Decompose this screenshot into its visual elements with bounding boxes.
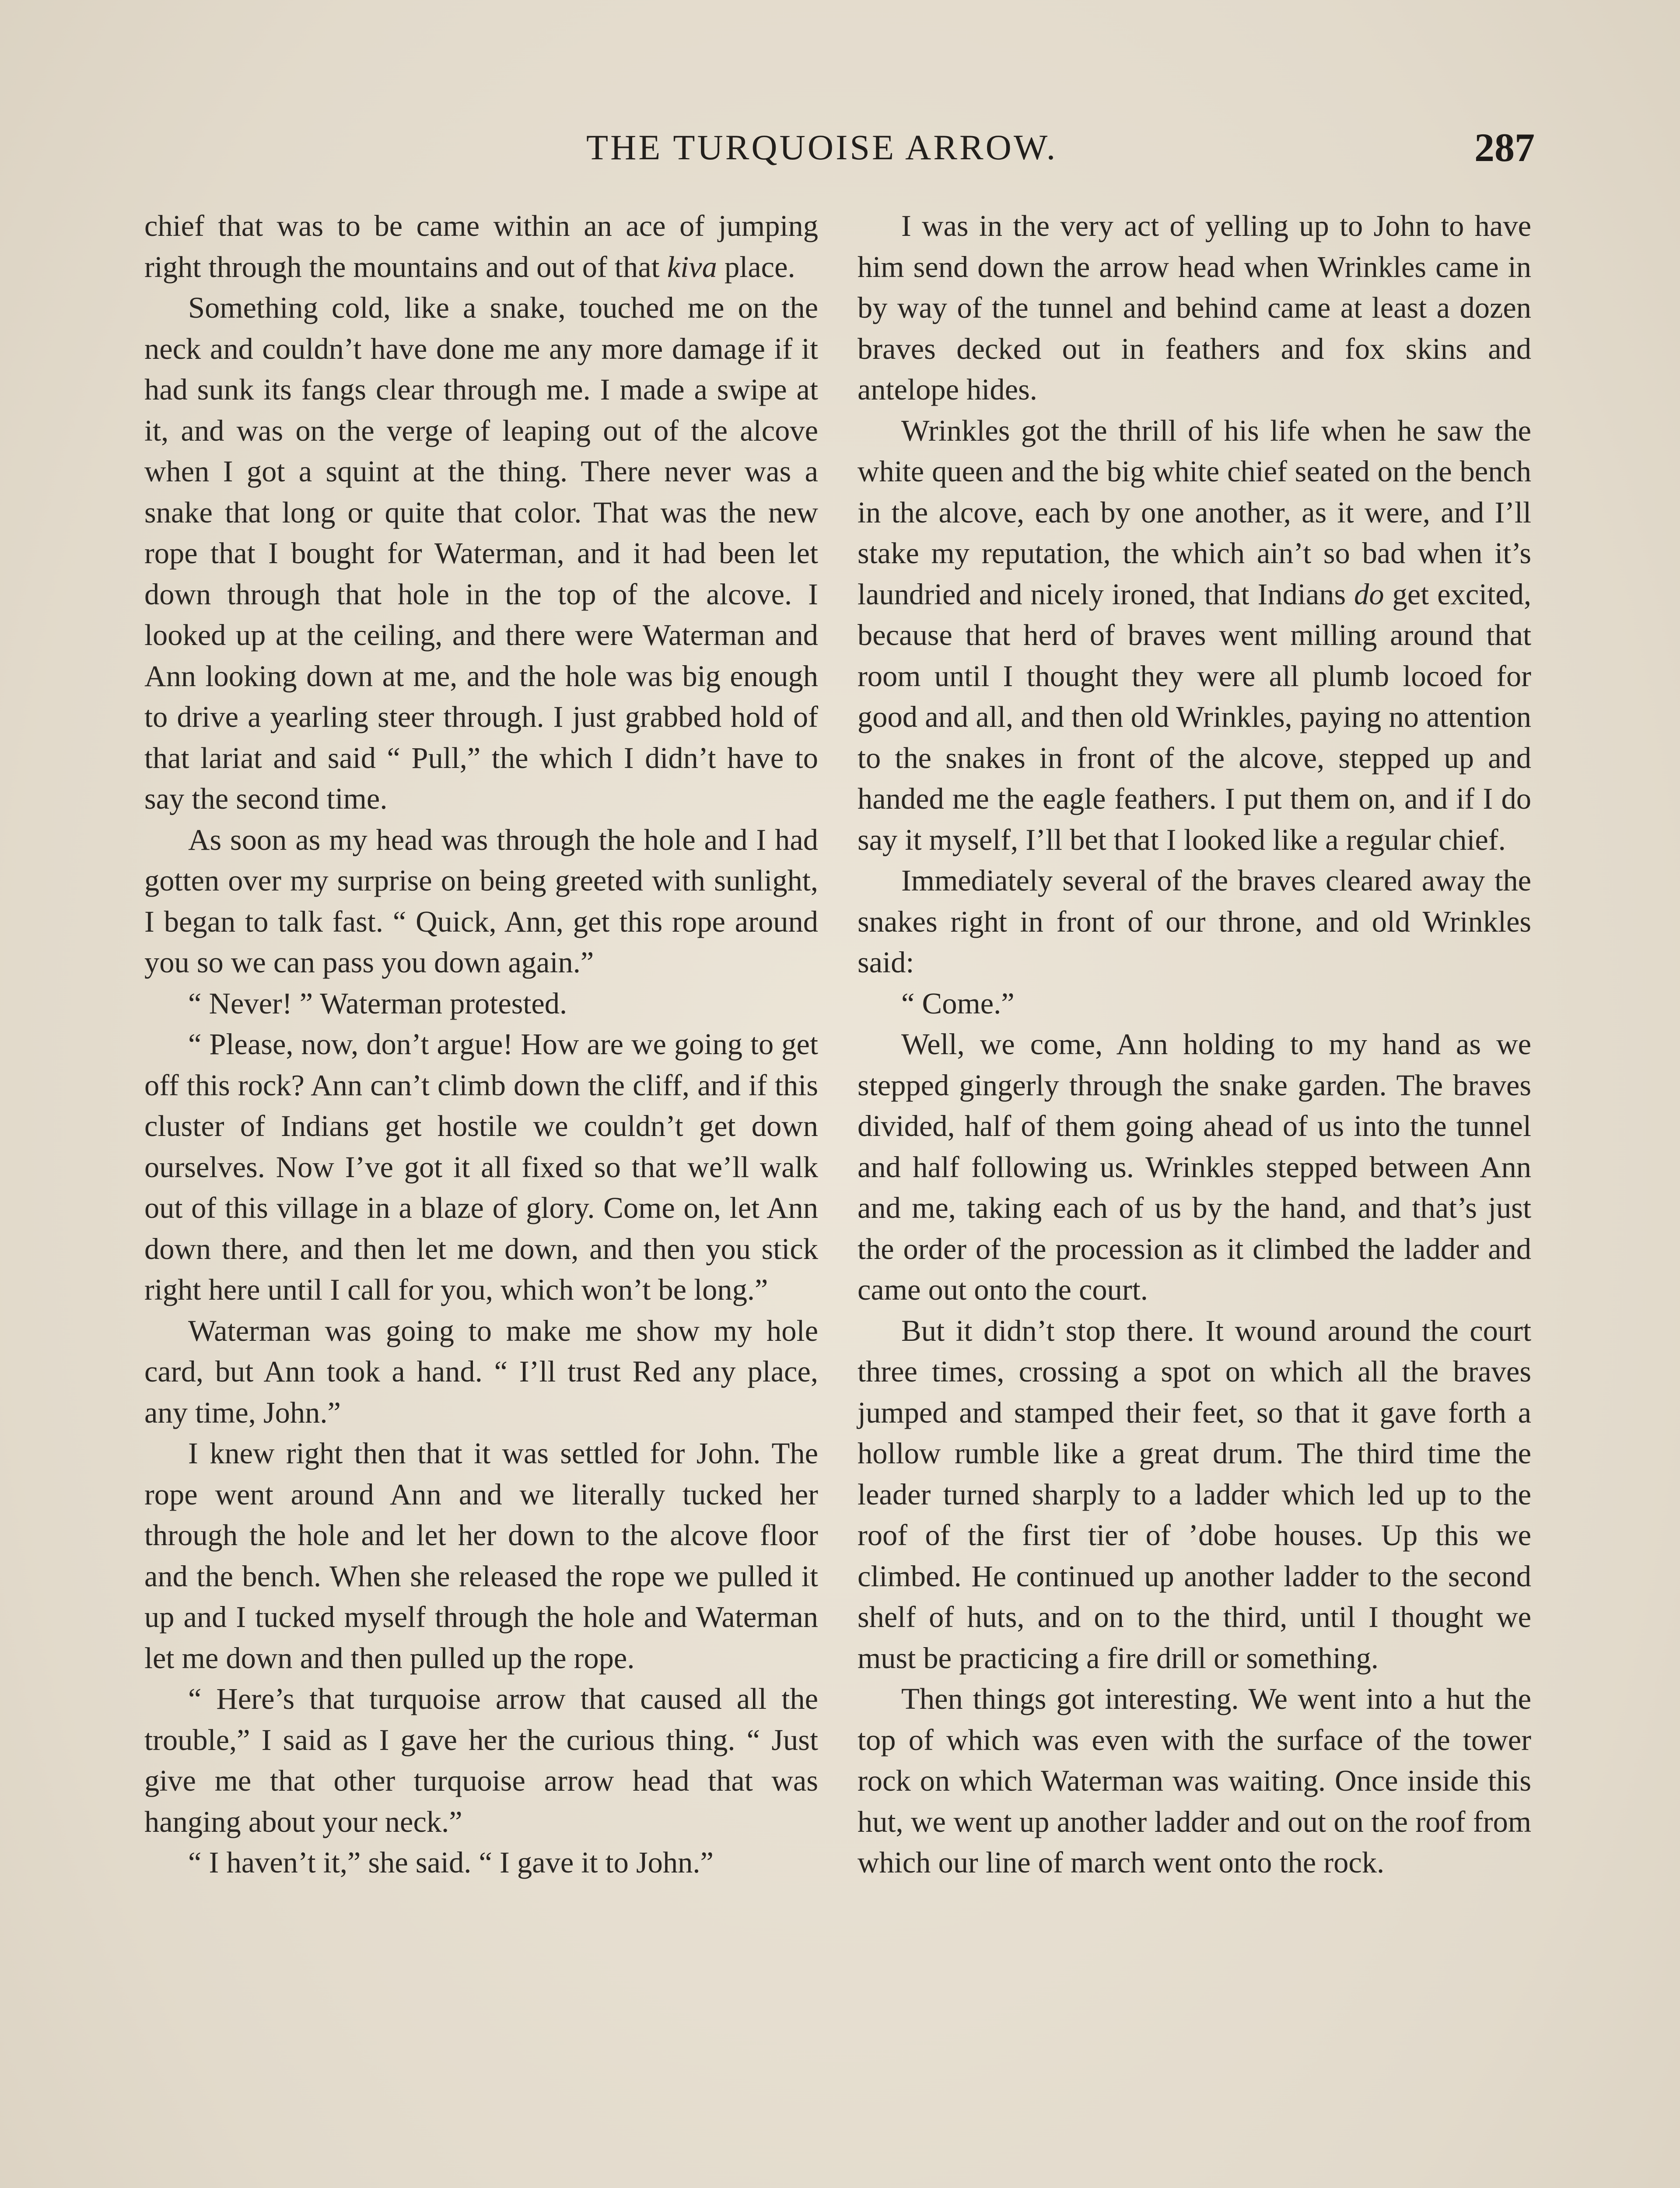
- paragraph: “ Here’s that turquoise arrow that caused all the trouble,” I said as I gave her the curious thing. “ Just give me that other turquoise arrow head that was hanging about your neck.”: [144, 1682, 818, 1838]
- right-column: [858, 206, 1531, 1883]
- paragraph: Something cold, like a snake, touched me on the neck and couldn’t have done me any more damage if it had sunk its fangs clear through me. I made a swipe at it, and was on the verge of leaping out of the alcove when I got a squint at the thing. There never was a snake that long or quite that color. That was the new rope that I bought for Waterman, and it had been let down through that hole in the top of the alcove. I looked up at the ceiling, and there were Waterman and Ann looking down at me, and the hole was big enough to drive a yearling steer through. I just grabbed hold of that lariat and said “ Pull,” the which I didn’t have to say the second time.: [144, 291, 818, 815]
- paragraph: Well, we come, Ann holding to my hand as we stepped gingerly through the snake garden. The braves divided, half of them going ahead of us into the tunnel and half following us. Wrinkles stepped between Ann and me, taking each of us by the hand, and that’s just the order of the procession as it climbed the ladder and came out onto the court.: [858, 1027, 1531, 1306]
- paragraph: I was in the very act of yelling up to John to have him send down the arrow head when Wrinkles came in by way of the tunnel and behind came at least a dozen braves decked out in feathers and fox skins and antelope hides.: [858, 209, 1531, 406]
- paragraph: “ Never! ” Waterman protested.: [188, 986, 567, 1020]
- paragraph: Immediately several of the braves cleared away the snakes right in front of our throne, and old Wrinkles said:: [858, 864, 1531, 979]
- paragraph: Then things got interesting. We went into a hut the top of which was even with the surface of the tower rock on which Waterman was waiting. Once inside this hut, we went up another ladder and out on the roof from which our line of march went onto the rock.: [858, 1682, 1531, 1879]
- paragraph: [144, 206, 818, 288]
- paragraph: As soon as my head was through the hole and I had gotten over my surprise on being greeted with sunlight, I began to talk fast. “ Quick, Ann, get this rope around you so we can pass you down again.”: [144, 823, 818, 979]
- paragraph: Waterman was going to make me show my hole card, but Ann took a hand. “ I’ll trust Red any place, any time, John.”: [144, 1314, 818, 1429]
- paragraph-text: get excited, because that herd of braves went milling around that room until I thought they were all plumb locoed for good and all, and then old Wrinkles, paying no attention to the snakes in front of the alcove, stepped up and handed me the eagle feathers. I put them on, and if I do say it myself, I’ll bet that I looked like a regular chief.: [858, 577, 1531, 856]
- left-column: [144, 206, 818, 1883]
- paragraph: But it didn’t stop there. It wound around the court three times, crossing a spot on which all the braves jumped and stamped their feet, so that it gave forth a hollow rumble like a great drum. The third time the leader turned sharply to a ladder which led up to the roof of the first tier of ’dobe houses. Up this we climbed. He continued up another ladder to the second shelf of huts, and on to the third, until I thought we must be practicing a fire drill or something.: [858, 1314, 1531, 1675]
- paragraph: [858, 410, 1531, 861]
- running-head: THE TURQUOISE ARROW.: [586, 127, 1058, 167]
- paragraph: “ Come.”: [901, 986, 1015, 1020]
- paragraph-text: Wrinkles got the thrill of his life when he saw the white queen and the big white chief seated on the bench in the alcove, each by one another, as it were, and I’ll stake my reputation, the which ain’t so bad when it’s laundried and nicely ironed, that Indians: [858, 414, 1531, 611]
- italic-word: do: [1354, 577, 1384, 611]
- paragraph-text: chief that was to be came within an ace of jumping right through the mountains and out of that: [144, 209, 818, 284]
- paragraph-text: place.: [724, 250, 795, 284]
- page-number: 287: [1474, 125, 1535, 170]
- paragraph: “ I haven’t it,” she said. “ I gave it to John.”: [188, 1846, 714, 1879]
- paragraph: I knew right then that it was settled for John. The rope went around Ann and we literally tucked her through the hole and let her down to the alcove floor and the bench. When she released the rope we pulled it up and I tucked myself through the hole and Waterman let me down and then pulled up the rope.: [144, 1437, 818, 1675]
- italic-word: kiva: [667, 250, 717, 284]
- paragraph: “ Please, now, don’t argue! How are we going to get off this rock? Ann can’t climb down the cliff, and if this cluster of Indians get hostile we couldn’t get down ourselves. Now I’ve got it all fixed so that we’ll walk out of this village in a blaze of glory. Come on, let Ann down there, and then let me down, and then you stick right here until I call for you, which won’t be long.”: [144, 1027, 818, 1306]
